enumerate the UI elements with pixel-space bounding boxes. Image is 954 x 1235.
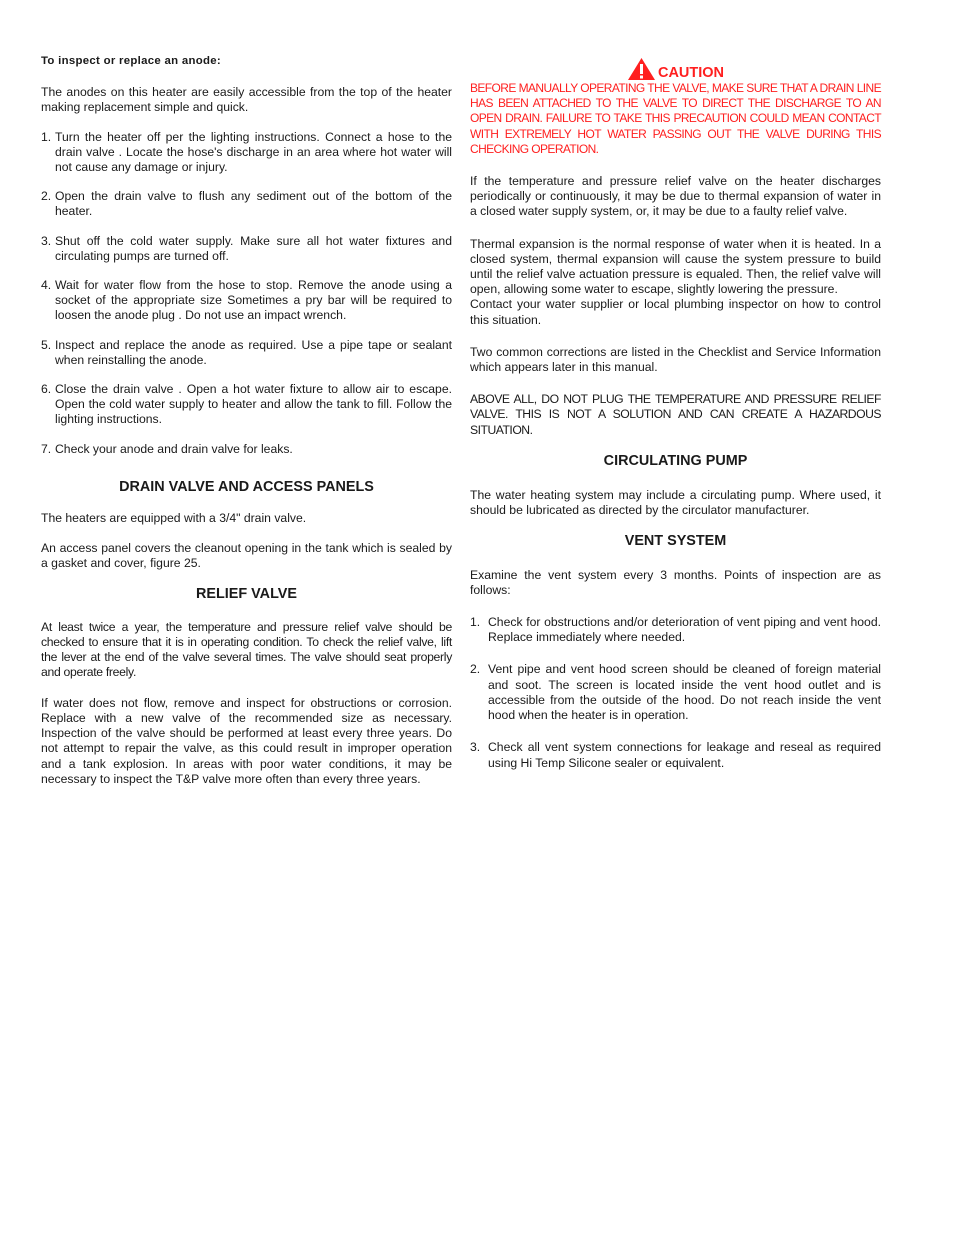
thermal-expansion-paragraph: Thermal expansion is the normal response of water when it is heated. In a closed system, thermal expansion will cause the system pressure to build until the relief valve actuation pressure is equaled. Then, the relief valve will open, allowing some water to escape, slightly lowering the pressure.: [470, 236, 881, 297]
list-item: 3. Check all vent system connections for leakage and reseal as required using Hi Temp Silicone sealer or equivalent.: [470, 740, 881, 770]
circulating-pump-paragraph: The water heating system may include a circulating pump. Where used, it should be lubricated as directed by the circulator manufacturer.: [470, 488, 881, 518]
circulating-pump-heading: CIRCULATING PUMP: [603, 452, 748, 469]
left-column: [41, 0, 452, 787]
anode-steps: [41, 130, 452, 457]
list-item: 5. Inspect and replace the anode as required. Use a pipe tape or sealant when reinstalling the anode.: [41, 337, 452, 367]
caution-label: CAUTION: [657, 64, 725, 81]
right-column: [470, 0, 881, 771]
list-item: 7. Check your anode and drain valve for leaks.: [41, 441, 293, 456]
caution-text: BEFORE MANUALLY OPERATING THE VALVE, MAKE SURE THAT A DRAIN LINE HAS BEEN ATTACHED TO THE VALVE TO DIRECT THE DISCHARGE TO AN OPEN DRAIN. FAILURE TO TAKE THIS PRECAUTION COULD MEAN CONTACT WITH EXTREMELY HOT WATER PASSING OUT THE VALVE DURING THIS CHECKING OPERATION.: [470, 81, 881, 156]
list-item: 2. Open the drain valve to flush any sediment out of the bottom of the heater.: [41, 189, 452, 219]
relief-valve-heading: RELIEF VALVE: [195, 585, 297, 602]
vent-system-heading: VENT SYSTEM: [624, 533, 727, 550]
relief-paragraph-2: If water does not flow, remove and inspect for obstructions or corrosion. Replace with a new valve of the recommended size as necessary. Inspection of the valve should be performed at least every three years. Do not attempt to repair the valve, as this could result in improper operation and a tank explosion. In areas with poor water conditions, it may be necessary to inspect the T&P valve more often than every three years.: [41, 695, 452, 786]
list-item: 4. Wait for water flow from the hose to stop. Remove the anode using a socket of the appropriate size Sometimes a pry bar will be required to loosen the anode plug . Do not use an impact wrench.: [41, 278, 452, 323]
caution-header: [470, 57, 881, 81]
drain-paragraph-2: An access panel covers the cleanout opening in the tank which is sealed by a gasket and cover, figure 25.: [41, 541, 452, 571]
anode-title: To inspect or replace an anode:: [41, 55, 221, 67]
do-not-plug-warning: ABOVE ALL, DO NOT PLUG THE TEMPERATURE AND PRESSURE RELIEF VALVE. THIS IS NOT A SOLUTION AND CAN CREATE A HAZARDOUS SITUATION.: [470, 392, 881, 437]
relief-discharge-paragraph: If the temperature and pressure relief valve on the heater discharges periodically or continuously, it may be due to thermal expansion of water in a closed water supply system, or, it may be due to a faulty relief valve.: [470, 174, 881, 219]
relief-paragraph-1: At least twice a year, the temperature and pressure relief valve should be checked to ensure that it is in operating condition. To check the relief valve, lift the lever at the end of the valve several times. The valve should seat properly and operate freely.: [41, 619, 452, 680]
list-item: 6. Close the drain valve . Open a hot water fixture to allow air to escape. Open the cold water supply to heater and allow the tank to fill. Follow the lighting instructions.: [41, 382, 452, 427]
vent-intro: Examine the vent system every 3 months. Points of inspection are as follows:: [470, 567, 881, 597]
list-item: 2. Vent pipe and vent hood screen should be cleaned of foreign material and soot. The screen is located inside the vent hood outlet and is accessible from the outside of the hood. Do not reach inside the vent hood when the heater is in operation.: [470, 662, 881, 723]
vent-steps: [470, 615, 881, 771]
list-item: 1. Check for obstructions and/or deterioration of vent piping and vent hood. Replace immediately where needed.: [470, 615, 881, 645]
corrections-paragraph: Two common corrections are listed in the Checklist and Service Information which appears later in this manual.: [470, 344, 881, 375]
contact-supplier-paragraph: Contact your water supplier or local plumbing inspector on how to control this situation.: [470, 297, 881, 327]
drain-valve-heading: DRAIN VALVE AND ACCESS PANELS: [119, 478, 374, 495]
anode-intro: The anodes on this heater are easily accessible from the top of the heater making replacement simple and quick.: [41, 85, 452, 115]
list-item: 1. Turn the heater off per the lighting instructions. Connect a hose to the drain valve . Locate the hose's discharge in an area where hot water will not cause any damage or injury.: [41, 129, 452, 175]
warning-triangle-icon: [627, 57, 656, 81]
drain-paragraph-1: The heaters are equipped with a 3/4" drain valve.: [41, 511, 307, 526]
list-item: 3. Shut off the cold water supply. Make sure all hot water fixtures and circulating pumps are turned off.: [41, 233, 452, 263]
